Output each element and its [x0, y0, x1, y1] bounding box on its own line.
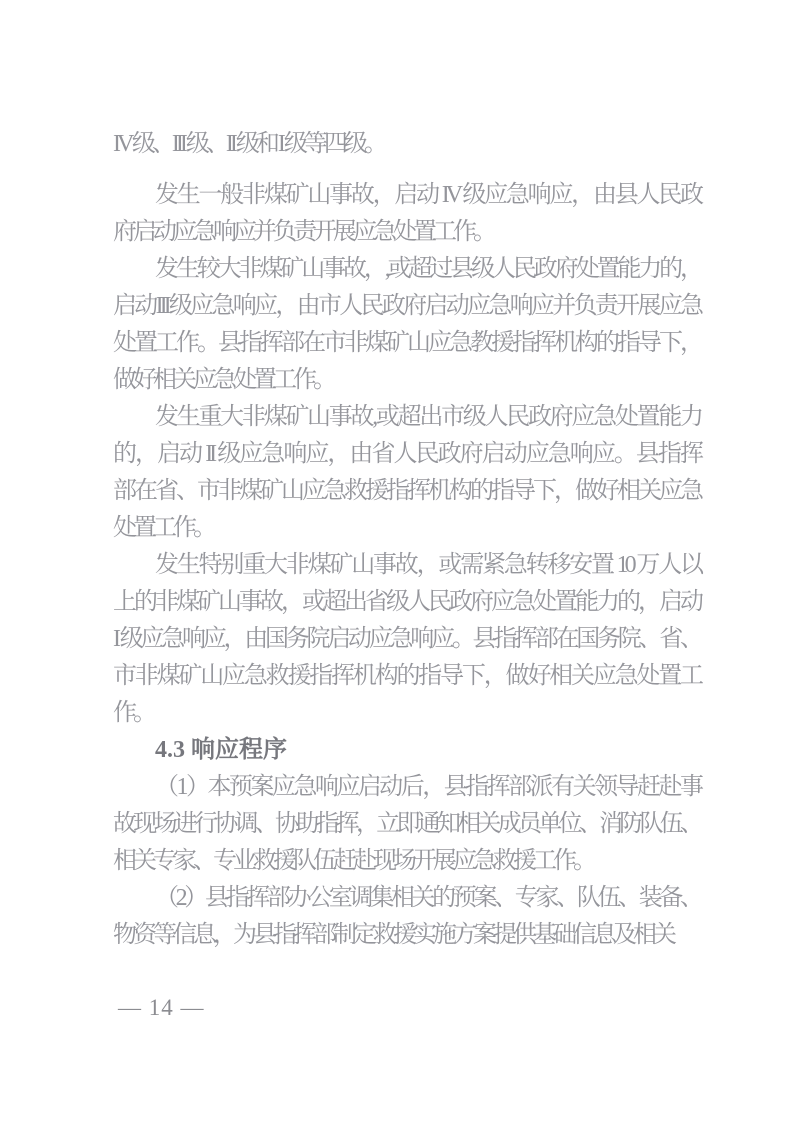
text-line: 作。: [113, 700, 153, 726]
text-line: 故现场进行协调、协助指挥，立即通知相关成员单位、消防队伍、: [113, 811, 700, 837]
paragraph: [113, 399, 700, 547]
paragraph: [113, 547, 700, 732]
paragraph: [113, 880, 700, 954]
page-number: — 14 —: [118, 995, 205, 1020]
text-line: 处置工作。县指挥部在市非煤矿山应急教援指挥机构的指导下，: [113, 330, 700, 356]
text-line: 发生较大非煤矿山事故，,或超过县级人民政府处置能力的，: [155, 256, 700, 282]
section-heading: [113, 732, 700, 769]
text-line: 部在省、市非煤矿山应急救援指挥机构的指导下，做好相关应急: [113, 478, 700, 504]
text-line: （2）县指挥部办公室调集相关的预案、专家、队伍、装备、: [155, 885, 700, 911]
text-line: IV 级、III 级、II 级和 I 级等四级。: [113, 131, 384, 157]
text-line: 府启动应急响应并负责开展应急处置工作。: [113, 219, 493, 245]
paragraph: [113, 769, 700, 880]
text-line: 发生特别重大非煤矿山事故，或需紧急转移安置 10 万人以: [155, 552, 700, 578]
text-line: 物资等信息，为县指挥部制定救援实施方案提供基础信息及相关: [113, 922, 673, 948]
paragraph: [113, 251, 700, 399]
text-line: 发生一般非煤矿山事故，启动 IV 级应急响应，由县人民政: [155, 182, 700, 208]
text-line: 的，启动 II 级应急响应，由省人民政府启动应急响应。县指挥: [113, 441, 700, 467]
text-line: 市非煤矿山应急救援指挥机构的指导下，做好相关应急处置工: [113, 663, 700, 689]
text-line: 上的非煤矿山事故，或超出省级人民政府应急处置能力的，启动: [113, 589, 700, 615]
paragraph: [113, 126, 700, 163]
text-line: 启动III级应急响应，由市人民政府启动应急响应并负责开展应急: [113, 293, 700, 319]
text-line: 发生重大非煤矿山事故,或超出市级人民政府应急处置能力: [155, 404, 700, 430]
text-line: 做好相关应急处置工作。: [113, 367, 333, 393]
paragraph: [113, 177, 700, 251]
text-line: I 级应急响应，由国务院启动应急响应。县指挥部在国务院、省、: [113, 626, 700, 652]
text-line: （1）本预案应急响应启动后，县指挥部派有关领导赶赴事: [155, 774, 700, 800]
text-line: 4.3 响应程序: [155, 737, 287, 763]
text-line: 处置工作。: [113, 515, 213, 541]
text-line: 相关专家、专业救援队伍赶赴现场开展应急救援工作。: [113, 848, 593, 874]
page-body: [113, 126, 700, 954]
